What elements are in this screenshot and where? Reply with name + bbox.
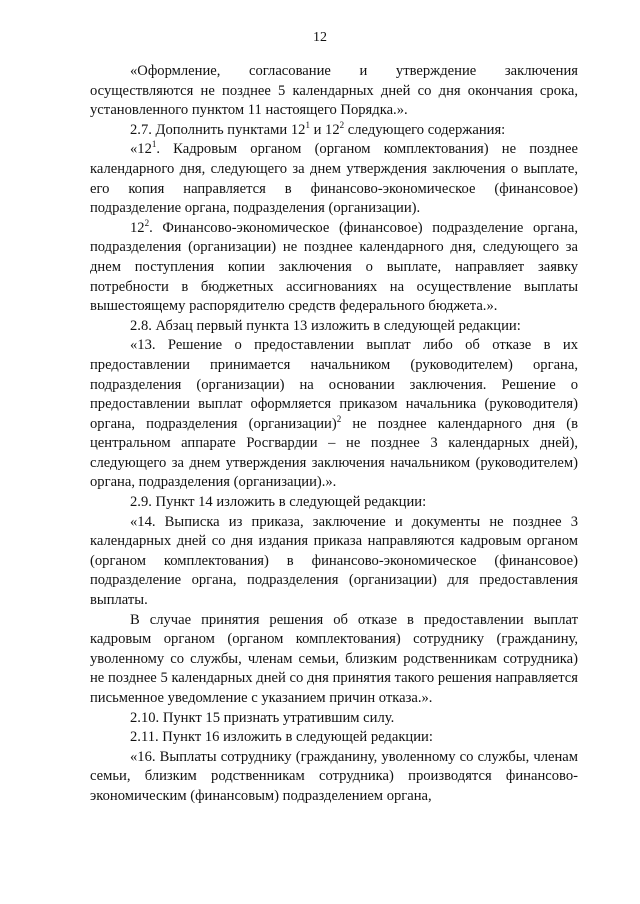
paragraph-refusal-notice: В случае принятия решения об отказе в предоставлении выплат кадровым органом (органом комплектования) сотруднику (гражданину, уволенному со службы, членам семьи, близким родственникам сотрудника) не позднее 5 календарных дней со дня принятия такого решения направляется письменное уведомление с указанием причин отказа.». (90, 611, 578, 706)
paragraph-2-7: 2.7. Дополнить пунктами $12^1$ и $12^2$ следующего содержания: (130, 119, 506, 138)
document-body (90, 62, 578, 807)
paragraph-12-2: $12^2$. Финансово-экономическое (финансовое) подразделение органа, подразделения (организации) не позднее календарного дня, следующего за днем поступления копии заключения о выплате, направляет заявку потребности в бюджетных ассигнованиях на осуществление выплаты вышестоящему распорядителю средств федерального бюджета.». (90, 217, 578, 315)
paragraph-12-1: «$12^1$. Кадровым органом (органом комплектования) не позднее календарного дня, следующего за днем утверждения заключения о выплате, его копия направляется в финансово-экономическое (финансовое) подразделение органа, подразделения (организации). (90, 139, 578, 217)
paragraph-execution-deadline: «Оформление, согласование и утверждение заключения осуществляются не позднее 5 календарных дней со дня окончания срока, установленного пунктом 11 настоящего Порядка.». (90, 63, 578, 119)
paragraph-2-9: 2.9. Пункт 14 изложить в следующей редакции: (130, 494, 427, 511)
page-number: 12 (313, 30, 327, 45)
paragraph-2-10: 2.10. Пункт 15 признать утратившим силу. (130, 709, 395, 726)
paragraph-2-11: 2.11. Пункт 16 изложить в следующей редакции: (130, 729, 433, 746)
paragraph-14: «14. Выписка из приказа, заключение и документы не позднее 3 календарных дней со дня издания приказа направляются кадровым органом (органом комплектования) в финансово-экономическое (финансовое) подразделение органа, подразделения (организации) для предоставления выплаты. (90, 513, 578, 609)
paragraph-13: «13. Решение о предоставлении выплат либо об отказе в их предоставлении принимается начальником (руководителем) органа, подразделения (организации) на основании заключения. Решение о предоставлении выплат оформляется приказом начальника (руководителя) органа, подразделения (организации)$^2$ не позднее календарного дня (в центральном аппарате Росгвардии – не позднее 3 календарных дней), следующего за днем утверждения заключения начальником (руководителем) органа, подразделения (организации).». (90, 337, 578, 491)
paragraph-2-8: 2.8. Абзац первый пункта 13 изложить в следующей редакции: (130, 317, 521, 334)
paragraph-16: «16. Выплаты сотруднику (гражданину, уволенному со службы, членам семьи, близким родственникам сотрудника) производятся финансово-экономическим (финансовым) подразделением органа, (90, 748, 578, 804)
